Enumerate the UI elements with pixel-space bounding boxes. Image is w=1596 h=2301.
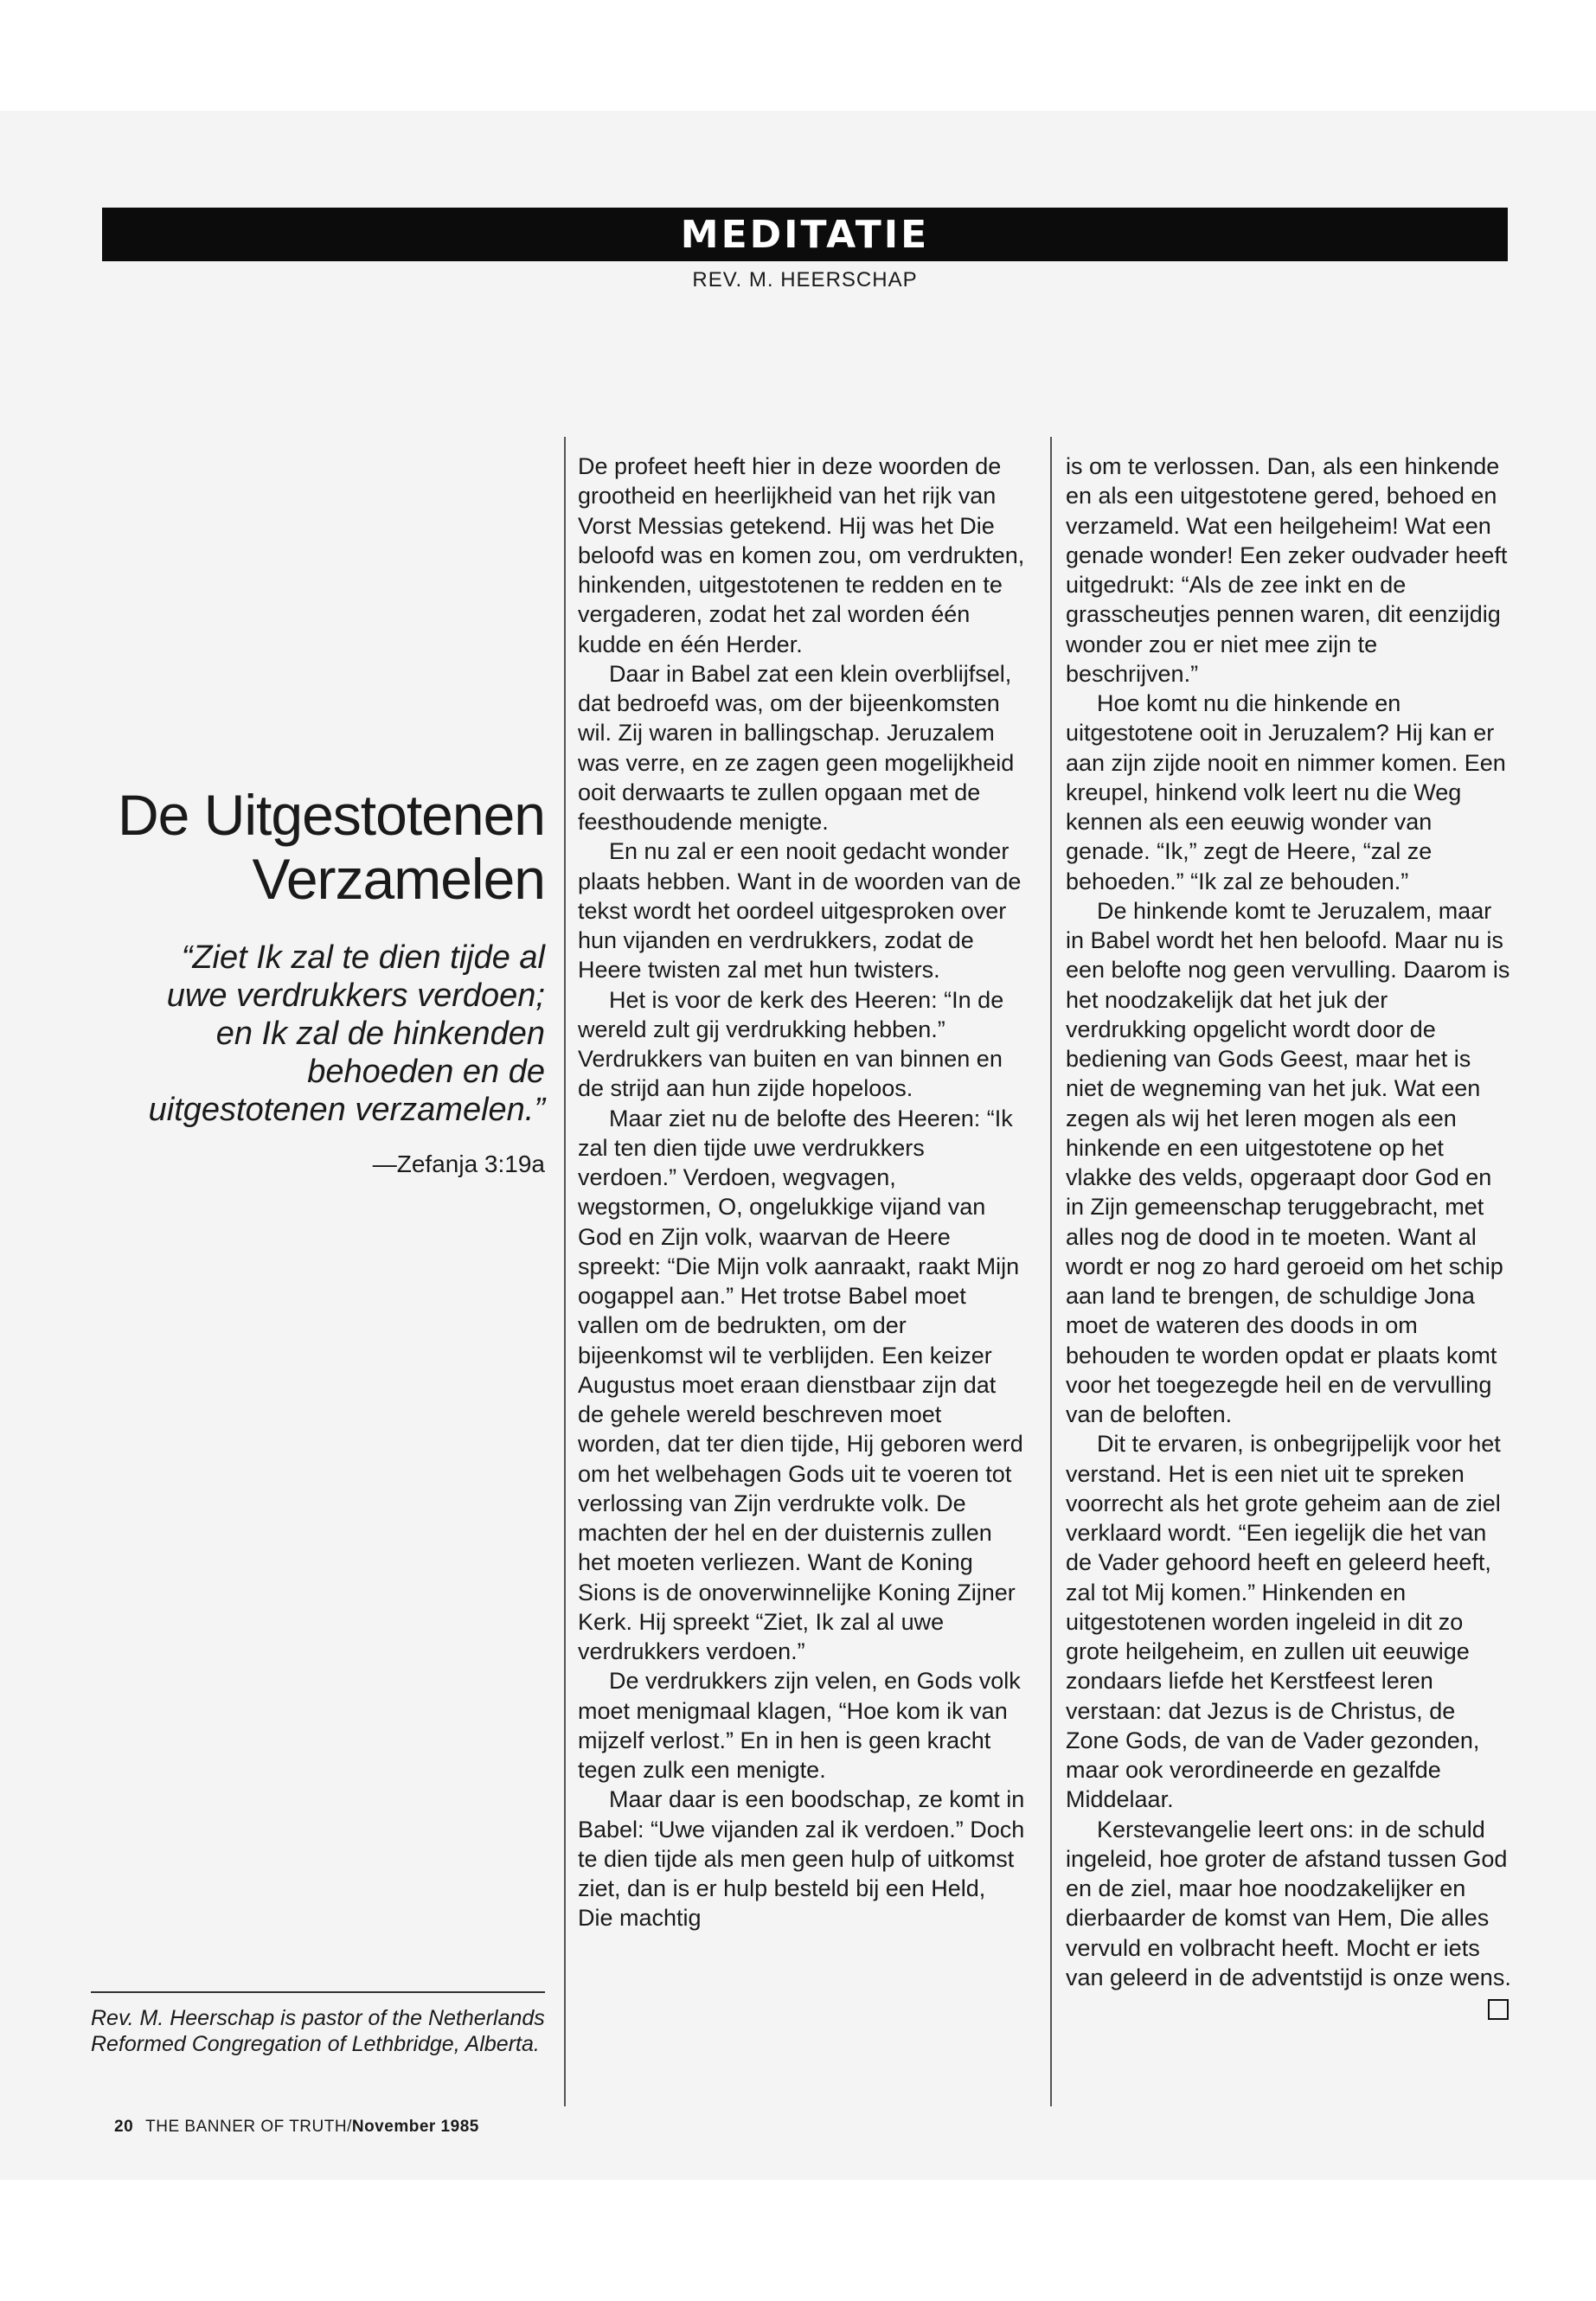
scripture-quote: “Ziet Ik zal te dien tijde al uwe verdrukkers verdoen; en Ik zal de hinkenden behoeden en de uitgestotenen verzamelen.”: [148, 939, 545, 1128]
article-title-line-2: Verzamelen: [252, 847, 545, 911]
end-mark-icon: [1488, 1999, 1509, 2020]
paragraph: De verdrukkers zijn velen, en Gods volk moet menigmaal klagen, “Hoe kom ik van mijzelf verlost.” En in hen is geen kracht tegen zulk een menigte.: [578, 1668, 1021, 1783]
body-column-2: [1066, 452, 1514, 2020]
article-title-line-1: De Uitgestotenen: [118, 783, 545, 847]
body-column-1: [578, 452, 1026, 1933]
paragraph: Maar daar is een boodschap, ze komt in Babel: “Uwe vijanden zal ik verdoen.” Doch te dien tijde als men geen hulp of uitkomst ziet, dan is er hulp besteld bij een Held, Die machtig: [578, 1786, 1025, 1932]
publication-name: THE BANNER OF TRUTH/: [145, 2118, 352, 2136]
paragraph: Het is voor de kerk des Heeren: “In de wereld zult gij verdrukking hebben.” Verdrukkers van buiten en van binnen en de strijd aan hun zijde hopeloos.: [578, 986, 1004, 1102]
paragraph: De profeet heeft hier in deze woorden de grootheid en heerlijkheid van het rijk van Vorst Messias getekend. Hij was het Die beloofd was en komen zou, om verdrukten, hinkenden, uitgestotenen te redden en te vergaderen, zodat het zal worden één kudde en één Herder.: [578, 453, 1025, 657]
paragraph-text: Kerstevangelie leert ons: in de schuld ingeleid, hoe groter de afstand tussen God en de ziel, maar hoe noodzakelijker en dierbaarder de komst van Hem, Die alles vervuld en volbracht heeft. Mocht er iets van geleerd in de adventstijd is onze wens.: [1066, 1816, 1511, 1990]
author-note-divider: [91, 1991, 545, 1993]
paragraph: Hoe komt nu die hinkende en uitgestotene ooit in Jeruzalem? Hij kan er aan zijn zijde nooit en nimmer komen. Een kreupel, hinkend volk leert nu die Weg kennen als een eeuwig wonder van genade. “Ik,” zegt de Heere, “zal ze behoeden.” “Ik zal ze behouden.”: [1066, 690, 1506, 894]
author-note: Rev. M. Heerschap is pastor of the Netherlands Reformed Congregation of Lethbridge, Alberta.: [91, 2006, 545, 2056]
section-banner: [102, 208, 1508, 261]
section-title: MEDITATIE: [680, 212, 930, 257]
column-divider-left: [564, 437, 566, 2106]
author-byline: REV. M. HEERSCHAP: [692, 268, 918, 292]
paragraph: is om te verlossen. Dan, als een hinkende en als een uitgestotene gered, behoed en verzameld. Wat een heilgeheim! Wat een genade wonder! Een zeker oudvader heeft uitgedrukt: “Als de zee inkt en de grasscheutjes pennen waren, dit eenzijdig wonder zou er niet mee zijn te beschrijven.”: [1066, 453, 1508, 687]
issue-date: November 1985: [351, 2118, 479, 2136]
paragraph: En nu zal er een nooit gedacht wonder plaats hebben. Want in de woorden van de tekst wordt het oordeel uitgesproken over hun vijanden en verdrukkers, zodat de Heere twisten zal met hun twisters.: [578, 838, 1022, 984]
column-divider-right: [1050, 437, 1052, 2106]
paragraph: De hinkende komt te Jeruzalem, maar in Babel wordt het hen beloofd. Maar nu is een belofte nog geen vervulling. Daarom is het noodzakelijk dat het juk der verdrukking opgelicht wordt door de bediening van Gods Geest, maar het is niet de wegneming van het juk. Wat een zegen als wij het leren mogen als een hinkende en een uitgestotene op het vlakke des velds, opgeraapt door God en in Zijn gemeenschap teruggebracht, met alles nog de dood in te moeten. Want al wordt er nog zo hard geroeid om het schip aan land te brengen, de schuldige Jona moet de wateren des doods in om behouden te worden opdat er plaats komt voor het toegezegde heil en de vervulling van de beloften.: [1066, 897, 1510, 1427]
article-title: [87, 783, 545, 911]
paragraph-last: [1066, 1815, 1514, 1993]
scripture-reference: —Zefanja 3:19a: [372, 1150, 545, 1177]
paragraph: Daar in Babel zat een klein overblijfsel, dat bedroefd was, om der bijeenkomsten wil. Zij waren in ballingschap. Jeruzalem was verre, en ze zagen geen mogelijkheid ooit derwaarts te zullen opgaan met de feesthoudende menigte.: [578, 660, 1015, 835]
paragraph: Maar ziet nu de belofte des Heeren: “Ik zal ten dien tijde uwe verdrukkers verdoen.” Verdoen, wegvagen, wegstormen, O, ongelukkige vijand van God en Zijn volk, waarvan de Heere spreekt: “Die Mijn volk aanraakt, raakt Mijn oogappel aan.” Het trotse Babel moet vallen om de bedrukten, om der bijeenkomst wil te verblijden. Een keizer Augustus moet eraan dienstbaar zijn dat de gehele wereld beschreven moet worden, dat ter dien tijde, Hij geboren werd om het welbehagen Gods uit te voeren tot verlossing van Zijn verdrukte volk. De machten der hel en der duisternis zullen het moeten verliezen. Want de Koning Sions is de onoverwinnelijke Koning Zijner Kerk. Hij spreekt “Ziet, Ik zal al uwe verdrukkers verdoen.”: [578, 1105, 1023, 1664]
paragraph: Dit te ervaren, is onbegrijpelijk voor het verstand. Het is een niet uit te spreken voorrecht als het grote geheim aan de ziel verklaard wordt. “Een iegelijk die het van de Vader gehoord heeft en geleerd heeft, zal tot Mij komen.” Hinkenden en uitgestotenen worden ingeleid in dit zo grote heilgeheim, en zullen uit eeuwige zondaars liefde het Kerstfeest leren verstaan: dat Jezus is de Christus, de Zone Gods, de van de Vader gezonden, maar ook verordineerde en gezalfde Middelaar.: [1066, 1431, 1501, 1813]
page-footer: [114, 2118, 479, 2137]
page-number: 20: [114, 2118, 134, 2136]
